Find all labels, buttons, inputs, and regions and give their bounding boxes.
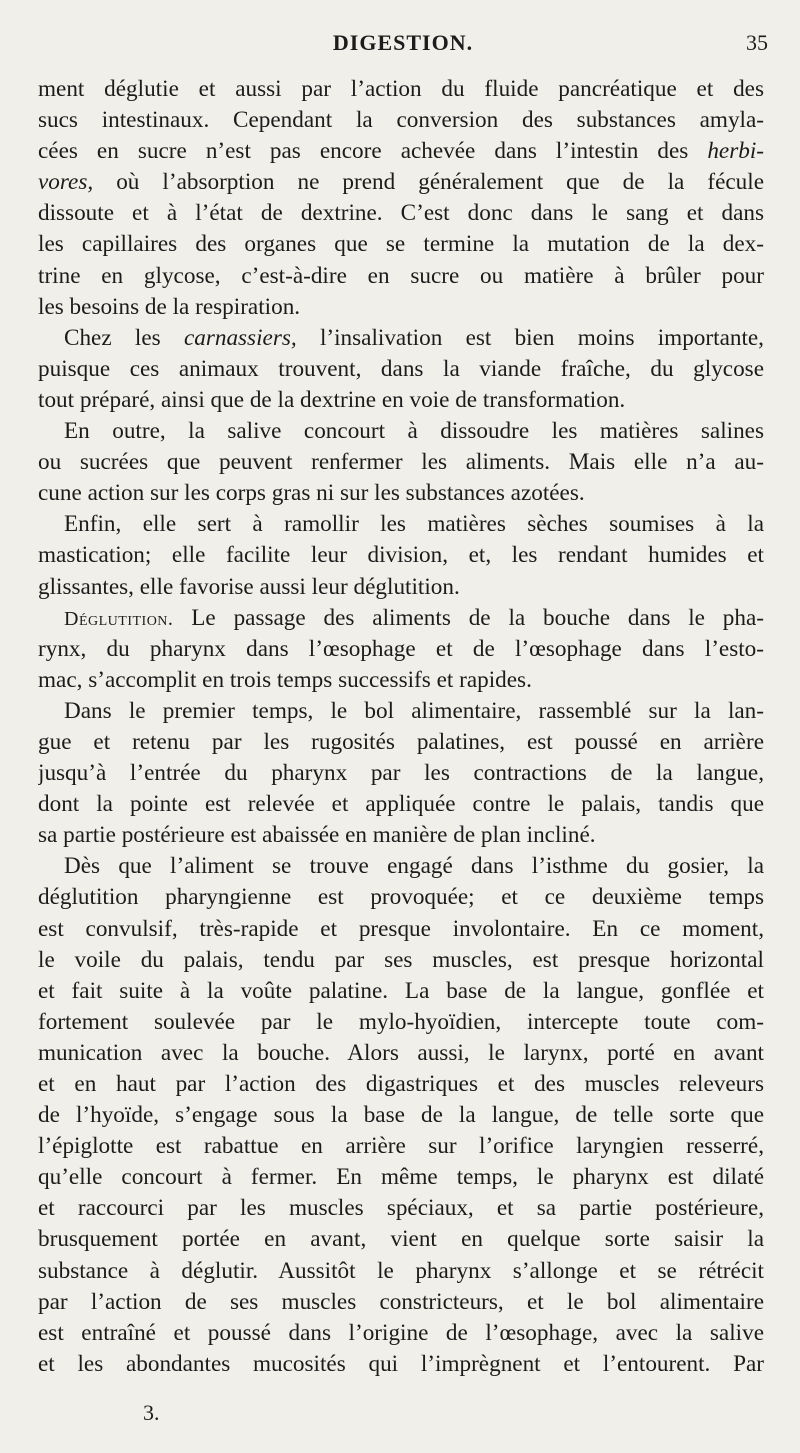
italic-term: vores, — [38, 169, 94, 196]
text-line — [38, 416, 764, 447]
text-run: ou sucrées que peuvent renfermer les aliments. Mais elle n’a au- — [38, 449, 764, 476]
text-line — [38, 727, 764, 758]
text-run: glissantes, elle favorise aussi leur déglutition. — [38, 573, 460, 600]
text-line — [38, 758, 764, 789]
text-run: En outre, la salive concourt à dissoudre les matières salines — [64, 418, 764, 445]
text-run: tout préparé, ainsi que de la dextrine en voie de transformation. — [38, 386, 626, 413]
text-run: et raccourci par les muscles spéciaux, et sa partie postérieure, — [38, 1195, 764, 1222]
text-run: et fait suite à la voûte palatine. La base de la langue, gonflée et — [38, 977, 764, 1004]
text-run: brusquement portée en avant, vient en quelque sorte saisir la — [38, 1226, 764, 1253]
text-line — [38, 323, 764, 354]
text-line — [38, 1256, 764, 1287]
text-line — [38, 789, 764, 820]
text-line — [38, 292, 764, 323]
text-run: Chez les — [64, 324, 184, 351]
text-line — [38, 198, 764, 229]
text-run: dissoute et à l’état de dextrine. C’est donc dans le sang et dans — [38, 200, 764, 227]
text-run: ment déglutie et aussi par l’action du fluide pancréatique et des — [38, 76, 764, 102]
text-run: cées en sucre n’est pas encore achevée dans l’intestin des — [38, 138, 708, 165]
text-run: trine en glycose, c’est-à-dire en sucre ou matière à brûler pour — [38, 262, 764, 289]
text-run: les capillaires des organes que se termine la mutation de la dex- — [38, 231, 764, 258]
text-line — [38, 1224, 764, 1255]
text-line — [38, 447, 764, 478]
italic-term: herbi- — [707, 138, 764, 165]
text-line — [38, 851, 764, 882]
text-run: Le passage des aliments de la bouche dans le pha- — [173, 604, 764, 631]
text-run: gue et retenu par les rugosités palatines, est poussé en arrière — [38, 728, 764, 755]
text-line — [38, 976, 764, 1007]
text-line — [38, 634, 764, 665]
text-line — [38, 882, 764, 913]
text-run: rynx, du pharynx dans l’œsophage et de l’œsophage dans l’esto- — [38, 635, 764, 662]
text-run: le voile du palais, tendu par ses muscles, est presque horizontal — [38, 946, 764, 973]
text-run: Dans le premier temps, le bol alimentaire, rassemblé sur la lan- — [64, 697, 764, 724]
running-title: DIGESTION. — [332, 30, 474, 55]
text-line — [38, 665, 764, 696]
text-line — [38, 820, 764, 851]
text-line — [38, 74, 764, 105]
text-run: substance à déglutir. Aussitôt le pharynx s’allonge et se rétrécit — [38, 1257, 764, 1284]
text-line — [38, 1349, 764, 1380]
italic-term: carnassiers, — [183, 324, 297, 351]
text-run: mac, s’accomplit en trois temps successifs et rapides. — [38, 666, 532, 693]
text-run: et en haut par l’action des digastriques et des muscles releveurs — [38, 1071, 764, 1097]
text-line — [38, 509, 764, 540]
text-run: mastication; elle facilite leur division, et, les rendant humides et — [38, 542, 764, 569]
body-text — [38, 74, 764, 1380]
text-line — [38, 1069, 764, 1100]
text-run: sucs intestinaux. Cependant la conversion des substances amyla- — [38, 107, 764, 134]
text-line — [38, 540, 764, 571]
text-run: déglutition pharyngienne est provoquée; et ce deuxième temps — [38, 884, 764, 911]
text-line — [38, 945, 764, 976]
text-line — [38, 136, 764, 167]
text-line — [38, 229, 764, 260]
text-line — [38, 1193, 764, 1224]
text-line — [38, 385, 764, 416]
text-line — [38, 261, 764, 292]
text-line — [38, 572, 764, 603]
text-run: l’insalivation est bien moins importante, — [296, 324, 764, 351]
text-line — [38, 1287, 764, 1318]
text-run: puisque ces animaux trouvent, dans la viande fraîche, du glycose — [38, 355, 764, 382]
text-line — [38, 354, 764, 385]
text-line — [38, 1131, 764, 1162]
signature-mark: 3. — [143, 1400, 160, 1425]
text-line — [38, 1038, 764, 1069]
text-run: qu’elle concourt à fermer. En même temps, le pharynx est dilaté — [38, 1164, 764, 1191]
text-run: Enfin, elle sert à ramollir les matières sèches soumises à la — [64, 511, 764, 538]
text-line — [38, 478, 764, 509]
text-line — [38, 167, 764, 198]
text-run: Dès que l’aliment se trouve engagé dans l’isthme du gosier, la — [64, 853, 764, 880]
text-line — [38, 696, 764, 727]
text-run: par l’action de ses muscles constricteurs, et le bol alimentaire — [38, 1288, 764, 1315]
text-run: dont la pointe est relevée et appliquée contre le palais, tandis que — [38, 791, 764, 818]
text-run: jusqu’à l’entrée du pharynx par les contractions de la langue, — [38, 760, 764, 787]
text-line — [38, 603, 764, 634]
text-line — [38, 105, 764, 136]
text-run: munication avec la bouche. Alors aussi, le larynx, porté en avant — [38, 1039, 764, 1066]
text-run: est convulsif, très-rapide et presque involontaire. En ce moment, — [38, 915, 764, 942]
section-heading: Déglutition. — [64, 607, 174, 630]
page-number: 35 — [746, 30, 768, 55]
text-line — [38, 914, 764, 945]
text-run: de l’hyoïde, s’engage sous la base de la langue, de telle sorte que — [38, 1102, 764, 1129]
page-header — [38, 30, 768, 64]
text-line — [38, 1100, 764, 1131]
text-run: fortement soulevée par le mylo-hyoïdien, intercepte toute com- — [38, 1008, 764, 1035]
text-run: est entraîné et poussé dans l’origine de l’œsophage, avec la salive — [38, 1319, 764, 1346]
text-run: où l’absorption ne prend généralement que de la fécule — [93, 169, 764, 196]
text-run: sa partie postérieure est abaissée en manière de plan incliné. — [38, 822, 596, 849]
text-line — [38, 1007, 764, 1038]
text-run: et les abondantes mucosités qui l’imprègnent et l’entourent. Par — [38, 1350, 764, 1377]
text-run: les besoins de la respiration. — [38, 293, 301, 320]
text-line — [38, 1318, 764, 1349]
text-line — [38, 1162, 764, 1193]
text-run: cune action sur les corps gras ni sur les substances azotées. — [38, 480, 585, 507]
text-run: l’épiglotte est rabattue en arrière sur l’orifice laryngien resserré, — [38, 1133, 764, 1160]
